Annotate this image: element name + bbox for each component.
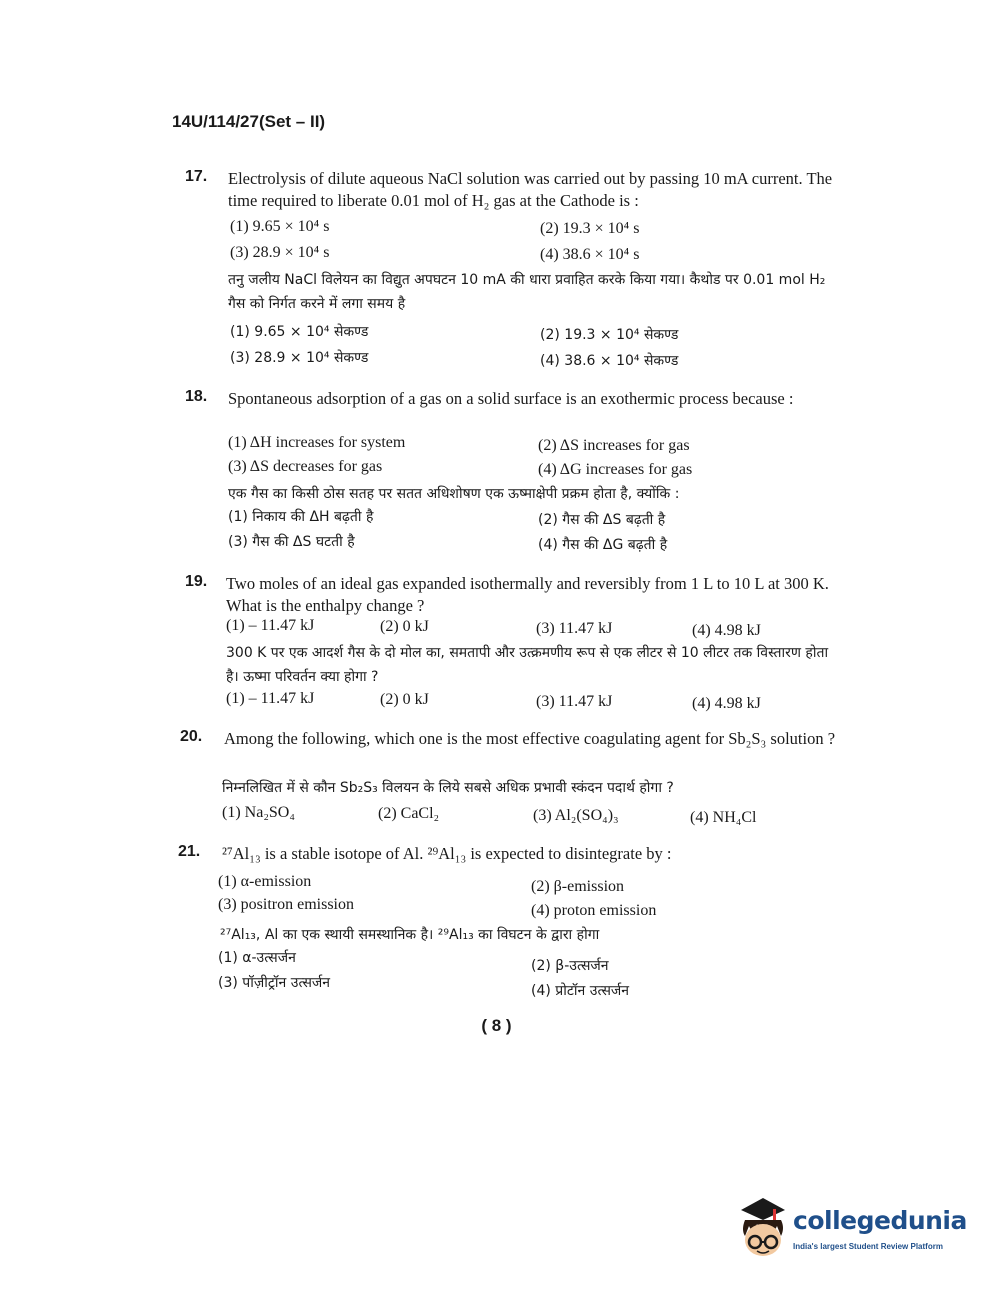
- option-hi-1: (1) निकाय की ΔH बढ़ती है: [228, 509, 374, 525]
- option-en-3: (3) 11.47 kJ: [536, 620, 613, 637]
- logo-tagline: India's largest Student Review Platform: [793, 1242, 943, 1251]
- option-hi-3: (3) 28.9 × 10⁴ सेकण्ड: [230, 350, 369, 366]
- option-en-3: (3) ΔS decreases for gas: [228, 458, 383, 475]
- option-en-4: (4) 38.6 × 10⁴ s: [540, 246, 640, 263]
- option-en-1: (1) α-emission: [218, 873, 312, 890]
- question-text-hi: 300 K पर एक आदर्श गैस के दो मोल का, समतापी और उत्क्रमणीय रूप से एक लीटर से 10 लीटर तक विस्तारण होता है। ऊष्मा परिवर्तन क्या होगा ?: [226, 645, 829, 685]
- option-hi-4: (4) गैस की ΔG बढ़ती है: [538, 537, 668, 553]
- question-number: 20.: [180, 728, 203, 745]
- question-text-hi: ²⁷Al₁₃, Al का एक स्थायी समस्थानिक है। ²⁹Al₁₃ का विघटन के द्वारा होगा: [220, 927, 600, 943]
- option-4: (4) NH₄Cl: [690, 809, 757, 826]
- question-number: 17.: [185, 168, 208, 185]
- option-en-3: (3) positron emission: [218, 896, 354, 913]
- option-en-3: (3) 28.9 × 10⁴ s: [230, 244, 330, 261]
- question-text-hi: निम्नलिखित में से कौन Sb₂S₃ विलयन के लिये सबसे अधिक प्रभावी स्कंदन पदार्थ होगा ?: [222, 780, 674, 796]
- option-en-2: (2) β-emission: [531, 878, 625, 895]
- question-number: 18.: [185, 388, 208, 405]
- option-2: (2) CaCl₂: [378, 805, 440, 822]
- option-hi-3: (3) गैस की ΔS घटती है: [228, 534, 355, 550]
- option-hi-2: (2) β-उत्सर्जन: [531, 958, 609, 974]
- question-number: 21.: [178, 843, 201, 860]
- option-en-4: (4) proton emission: [531, 902, 657, 919]
- option-en-4: (4) ΔG increases for gas: [538, 461, 693, 478]
- option-en-1: (1) 9.65 × 10⁴ s: [230, 218, 330, 235]
- option-en-2: (2) 19.3 × 10⁴ s: [540, 220, 640, 237]
- option-hi-3: (3) 11.47 kJ: [536, 693, 613, 710]
- option-hi-3: (3) पॉज़ीट्रॉन उत्सर्जन: [218, 975, 331, 991]
- paper-code: 14U/114/27(Set – II): [172, 112, 326, 131]
- option-1: (1) Na₂SO₄: [222, 804, 295, 821]
- option-hi-1: (1) α-उत्सर्जन: [218, 950, 296, 966]
- question-text-en: Among the following, which one is the most effective coagulating agent for Sb₂S₃ solution ?: [224, 729, 836, 748]
- option-hi-2: (2) 19.3 × 10⁴ सेकण्ड: [540, 327, 679, 343]
- option-en-2: (2) 0 kJ: [380, 618, 429, 635]
- page-number: ( 8 ): [481, 1016, 512, 1035]
- logo-name: collegedunia: [793, 1206, 967, 1235]
- option-hi-4: (4) 38.6 × 10⁴ सेकण्ड: [540, 353, 679, 369]
- option-hi-2: (2) गैस की ΔS बढ़ती है: [538, 512, 666, 528]
- question-text-en: Two moles of an ideal gas expanded isothermally and reversibly from 1 L to 10 L at 300 K. What is the enthalpy change ?: [226, 574, 829, 615]
- question-text-hi: एक गैस का किसी ठोस सतह पर सतत अधिशोषण एक ऊष्माक्षेपी प्रक्रम होता है, क्योंकि :: [228, 486, 680, 502]
- option-hi-1: (1) 9.65 × 10⁴ सेकण्ड: [230, 324, 369, 340]
- option-hi-1: (1) – 11.47 kJ: [226, 690, 315, 707]
- option-en-1: (1) – 11.47 kJ: [226, 617, 315, 634]
- option-en-2: (2) ΔS increases for gas: [538, 437, 690, 454]
- option-hi-2: (2) 0 kJ: [380, 691, 429, 708]
- option-en-1: (1) ΔH increases for system: [228, 434, 406, 451]
- mascot-icon: [733, 1196, 793, 1266]
- option-3: (3) Al₂(SO₄)₃: [533, 807, 619, 824]
- question-text-en: ²⁷Al₁₃ is a stable isotope of Al. ²⁹Al₁₃ is expected to disintegrate by :: [222, 844, 672, 863]
- option-hi-4: (4) प्रोटॉन उत्सर्जन: [531, 983, 630, 999]
- question-text-en: Electrolysis of dilute aqueous NaCl solution was carried out by passing 10 mA current. The time required to liberate 0.01 mol of H₂ gas at the Cathode is :: [228, 169, 833, 210]
- option-en-4: (4) 4.98 kJ: [692, 622, 761, 639]
- option-hi-4: (4) 4.98 kJ: [692, 695, 761, 712]
- question-text-en: Spontaneous adsorption of a gas on a solid surface is an exothermic process because :: [228, 389, 794, 408]
- collegedunia-logo: [733, 1196, 967, 1266]
- question-text-hi: तनु जलीय NaCl विलेयन का विद्युत अपघटन 10 mA की धारा प्रवाहित करके किया गया। कैथोड पर 0.01 mol H₂ गैस को निर्गत करने में लगा समय है: [228, 272, 826, 312]
- question-number: 19.: [185, 573, 208, 590]
